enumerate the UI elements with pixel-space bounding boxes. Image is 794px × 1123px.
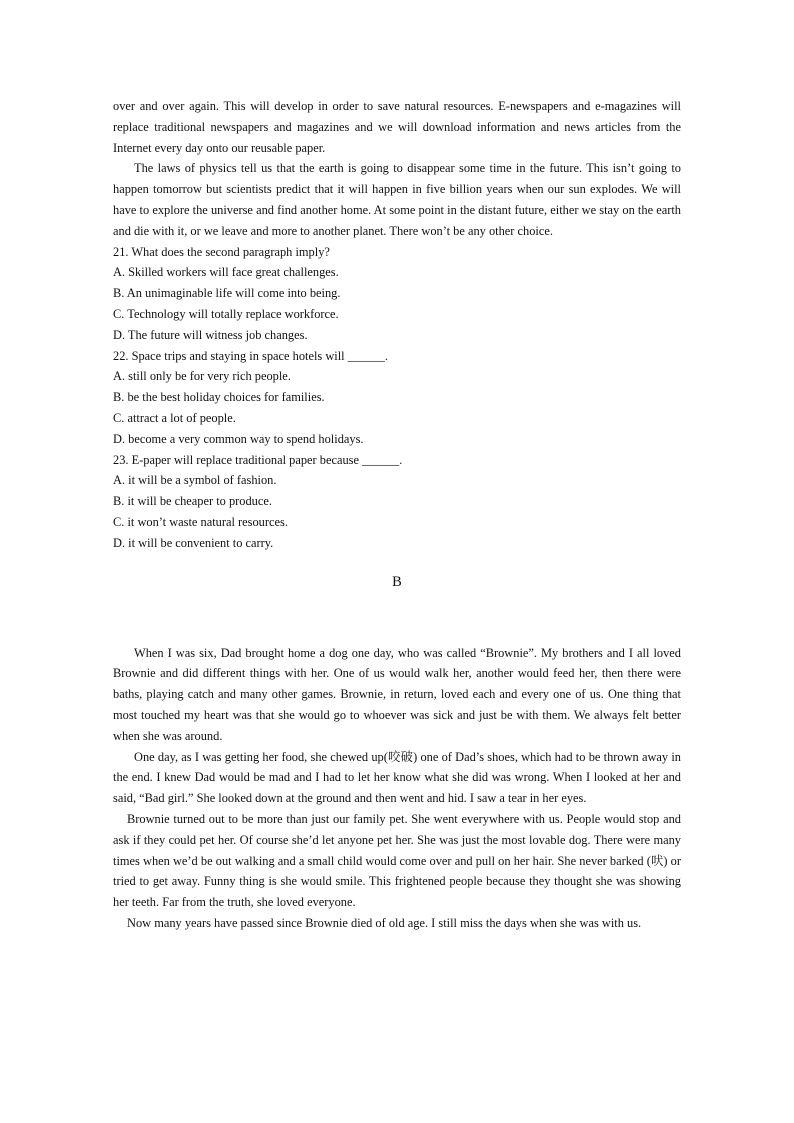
question-22-option-d: D. become a very common way to spend holidays. bbox=[113, 431, 364, 446]
question-22-stem: 22. Space trips and staying in space hotels will ______. bbox=[113, 348, 388, 363]
question-22-option-c: C. attract a lot of people. bbox=[113, 410, 236, 425]
section-a-paragraph-2: The laws of physics tell us that the earth is going to disappear some time in the future. This isn’t going to happen tomorrow but scientists predict that it will happen in five billion years when our sun explodes. We will have to explore the universe and find another home. At some point in the distant future, either we stay on the earth and die with it, or we leave and more to another planet. There won’t be any other choice. bbox=[113, 161, 681, 238]
section-b-paragraph-1: When I was six, Dad brought home a dog one day, who was called “Brownie”. My brothers and I all loved Brownie and did different things with her. One of us would walk her, another would feed her, then there were baths, playing catch and many other games. Brownie, in return, loved each and every one of us. One thing that most touched my heart was that she would go to whoever was sick and just be with them. We always felt better when she was around. bbox=[113, 645, 681, 743]
section-b-heading: B bbox=[392, 573, 402, 590]
question-22-option-b: B. be the best holiday choices for families. bbox=[113, 390, 325, 405]
question-21-option-d: D. The future will witness job changes. bbox=[113, 327, 308, 342]
section-a-paragraph-1: over and over again. This will develop in order to save natural resources. E-newspapers and e-magazines will replace traditional newspapers and magazines and we will download information and news articles from the Internet every day onto our reusable paper. bbox=[113, 99, 681, 155]
section-b-paragraph-3: Brownie turned out to be more than just our family pet. She went everywhere with us. People would stop and ask if they could pet her. Of course she’d let anyone pet her. She was just the most lovable dog. There were many times when we’d be out walking and a small child would come over and pull on her hair. She never barked (吠) or tried to get away. Funny thing is she would smile. This frightened people because they thought she was showing her teeth. Far from the truth, she loved everyone. bbox=[113, 811, 681, 910]
question-23-stem: 23. E-paper will replace traditional paper because ______. bbox=[113, 452, 403, 467]
question-23-option-c: C. it won’t waste natural resources. bbox=[113, 514, 288, 529]
spacer bbox=[113, 592, 681, 643]
question-23-option-b: B. it will be cheaper to produce. bbox=[113, 494, 272, 509]
question-23-option-d: D. it will be convenient to carry. bbox=[113, 535, 274, 550]
section-b-paragraph-4: Now many years have passed since Brownie died of old age. I still miss the days when she was with us. bbox=[127, 915, 642, 930]
section-b-paragraph-2: One day, as I was getting her food, she chewed up(咬破) one of Dad’s shoes, which had to be thrown away in the end. I knew Dad would be mad and I had to let her know what she did was wrong. When I looked at her and said, “Bad girl.” She looked down at the ground and then went and hid. I saw a tear in her eyes. bbox=[113, 749, 681, 806]
document-page bbox=[113, 96, 681, 934]
question-21-option-a: A. Skilled workers will face great challenges. bbox=[113, 265, 339, 280]
question-23-option-a: A. it will be a symbol of fashion. bbox=[113, 473, 277, 488]
question-21-option-b: B. An unimaginable life will come into being. bbox=[113, 286, 341, 301]
question-21-stem: 21. What does the second paragraph imply? bbox=[113, 244, 330, 259]
question-21-option-c: C. Technology will totally replace workforce. bbox=[113, 306, 339, 321]
question-22-option-a: A. still only be for very rich people. bbox=[113, 369, 291, 384]
